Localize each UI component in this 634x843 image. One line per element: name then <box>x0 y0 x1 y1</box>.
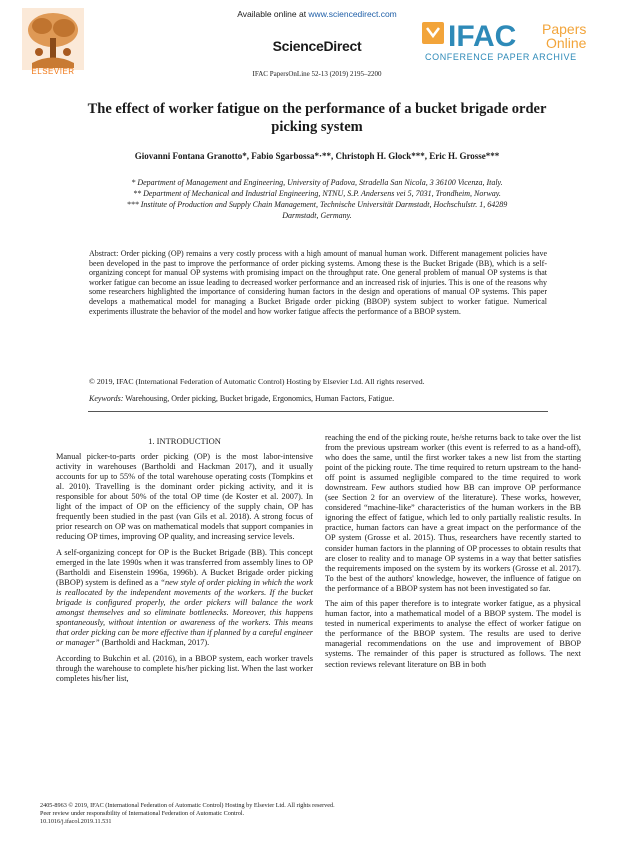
section-divider <box>88 411 548 412</box>
affiliation: ** Department of Mechanical and Industrial Engineering, NTNU, S.P. Andersens vei 5, 7031, Trondheim, Norway. <box>133 189 501 198</box>
keywords-list: Warehousing, Order picking, Bucket brigade, Ergonomics, Human Factors, Fatigue. <box>123 394 395 403</box>
definition-quote: “new style of order picking in which the work is reallocated by the independent movements of the workers. If the bucket brigade is configured properly, the order pickers will balance the work amongst themselves and so eliminate bottlenecks. Moreover, this happens spontaneously, without intention or awareness of the workers. This means that order picking can be more effective than if planned by a careful engineer or manager” <box>56 578 313 648</box>
paragraph: The aim of this paper therefore is to integrate worker fatigue, as a physical human factor, into a mathematical model of a BBOP system. The model is tested in numerical experiments to analyse the effect of worker fatigue on the performance of the BBOP system. The results are used to derive managerial recommendations on the use and improvement of BBOP systems. The remainder of this paper is structured as follows. The next section reviews relevant literature on BB in both <box>325 599 581 669</box>
paper-title-line: The effect of worker fatigue on the performance of a bucket brigade order <box>87 101 547 117</box>
paper-title-line: picking system <box>271 119 363 135</box>
availability-prefix: Available online at <box>237 9 309 19</box>
footer-peer-review: Peer review under responsibility of International Federation of Automatic Control. <box>40 809 245 817</box>
footer-copyright: 2405-8963 © 2019, IFAC (International Federation of Automatic Control) Hosting by Elsevier Ltd. All rights reserved. <box>40 802 335 809</box>
paragraph: Manual picker-to-parts order picking (OP) is the most labor-intensive activity in warehouses (Bartholdi and Hackman 2017), and it usually accounts for up to 55% of the total warehouse operating costs (Tompkins et al. 2010). Travelling is the dominant order picking activity, and it is responsible for about 50% of the total OP time (de Koster et al. 2007). In light of the impact of OP on the efficiency of the supply chain, OP has frequently been studied in the past (van Gils et al. 2018). A strong focus of prior research on OP was on mathematical models that support companies in reducing OP times, improving OP quality, and increasing service levels. <box>56 452 313 542</box>
paragraph-text: (Bartholdi and Hackman, 2017). <box>99 638 210 648</box>
paragraph-text: A self-organizing concept for OP is the Bucket Brigade (BB). This concept emerged in the late 1990s when it was transferred from assembly lines to OP (Bartholdi and Eisenstein 1996a, 1996b). A Bucket Brigade order picking (BBOP) system is defined as a <box>56 547 313 588</box>
page-footer <box>40 802 600 825</box>
paper-title <box>40 100 594 136</box>
sciencedirect-link[interactable]: www.sciencedirect.com <box>308 9 397 19</box>
ifac-logo-subtitle: CONFERENCE PAPER ARCHIVE <box>425 52 577 62</box>
paragraph <box>56 548 313 648</box>
journal-reference: IFAC PapersOnLine 52-13 (2019) 2195–2200 <box>252 70 382 78</box>
paragraph: According to Bukchin et al. (2016), in a BBOP system, each worker travels through the warehouse to complete his/her picking list. When the last worker completes his/her list, <box>56 653 313 683</box>
ifac-logo-main: IFAC <box>448 20 517 53</box>
section-heading: 1. INTRODUCTION <box>148 436 221 446</box>
affiliation: Darmstadt, Germany. <box>282 211 352 220</box>
sciencedirect-title: ScienceDirect <box>272 38 362 54</box>
affiliation: * Department of Management and Engineering, University of Padova, Stradella San Nicola, 3 36100 Vicenza, Italy. <box>131 178 503 187</box>
right-column <box>325 433 581 675</box>
footer-doi[interactable]: 10.1016/j.ifacol.2019.11.531 <box>40 817 112 825</box>
ifac-logo-papers: Papers <box>542 21 587 37</box>
copyright-notice: © 2019, IFAC (International Federation of Automatic Control) Hosting by Elsevier Ltd. All rights reserved. <box>89 377 425 386</box>
left-column <box>56 452 313 690</box>
author-list: Giovanni Fontana Granotto*, Fabio Sgarbossa*·**, Christoph H. Glock***, Eric H. Grosse*** <box>134 151 500 161</box>
ifac-logo-online: Online <box>546 35 587 51</box>
keywords-label: Keywords: <box>89 394 124 403</box>
elsevier-wordmark: ELSEVIER <box>31 67 75 76</box>
keywords <box>89 394 547 403</box>
affiliation: *** Institute of Production and Supply Chain Management, Technische Universität Darmstadt, Hochschulstr. 1, 64289 <box>126 200 508 209</box>
abstract: Abstract: Order picking (OP) remains a very costly process with a high amount of manual human work. Different management policies have been developed in the past to improve the performance of order picking systems. Among these is the Bucket Brigade (BB), which is a self-organizing concept for manual OP systems with promising impact on the throughput rate. One general problem of manual OP systems is that worker fatigue can become an issue leading to decreased worker performance and an increased risk of injuries. This is one of the reasons why some researchers highlighted the importance of considering human factors in the design and operations of manual OP systems. This paper develops a mathematical model for managing a Bucket Brigade order picking (BBOP) system subject to worker fatigue. Numerical experiments illustrate the behavior of the model and how worker fatigue affects the performance of a BBOP system. <box>89 249 547 316</box>
paragraph: reaching the end of the picking route, he/she returns back to take over the list from the previous upstream worker (this event is referred to as a hand-off), who does the same, until the first worker takes a new list from the starting point of the picking route. The time required to return upstream to the hand-off point is assumed negligible compared to the time required to work downstream. Few authors studied how BB can improve OP performance (see Section 2 for an overview of the literature). These works, however, considered “machine-like” characteristics of the human workers in the BB ignoring the effect of fatigue, which led to only partially realistic results. In practice, human factors can have a great impact on the performance of the OP system (Grosse et al. 2015). Thus, researchers have recently started to consider human factors in the planning of OP processes to obtain results that are closer to reality and to manage OP systems in a way that better satisfies the requirements imposed on the system by its workers (Grosse et al. 2017). To the best of the authors' knowledge, however, the influence of fatigue on the performance of a BBOP system has not been investigated so far. <box>325 433 581 593</box>
